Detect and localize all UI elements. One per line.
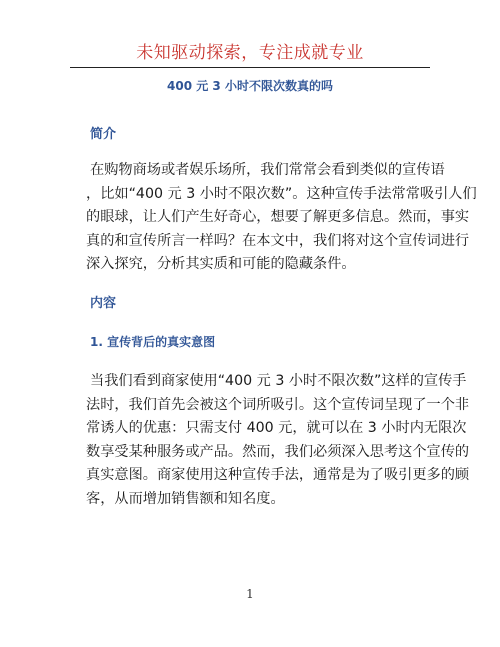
section1-line: 当我们看到商家使用“400 元 3 小时不限次数”这样的宣传手 (90, 373, 467, 389)
intro-line: 在购物商场或者娱乐场所，我们常常会看到类似的宣传语 (90, 162, 445, 178)
section1-line: 客，从而增加销售额和知名度。 (86, 490, 285, 507)
intro-line: 真的和宣传所言一样吗？在本文中，我们将对这个宣传词进行 (86, 232, 470, 249)
section1-line: 真实意图。商家使用这种宣传手法，通常是为了吸引更多的顾 (86, 467, 470, 483)
intro-line: 深入探究，分析其实质和可能的隐藏条件。 (86, 256, 356, 272)
page-number: 1 (246, 587, 254, 601)
intro-paragraph (86, 159, 477, 277)
section1-line: 法时，我们首先会被这个词所吸引。这个宣传词呈现了一个非 (86, 396, 470, 413)
section1-line: 常诱人的优惠：只需支付 400 元，就可以在 3 小时内无限次 (86, 420, 467, 436)
section1-paragraph (86, 370, 470, 511)
subsection-heading: 1. 宣传背后的真实意图 (90, 335, 216, 349)
intro-line: ，比如“400 元 3 小时不限次数”。这种宣传手法常常吸引人们 (86, 185, 477, 202)
header-banner: 未知驱动探索，专注成就专业 (136, 43, 364, 63)
intro-heading: 简介 (90, 127, 117, 142)
header-divider (70, 67, 430, 68)
document-title: 400 元 3 小时不限次数真的吗 (167, 79, 333, 93)
content-heading: 内容 (90, 296, 117, 311)
intro-line: 的眼球，让人们产生好奇心，想要了解更多信息。然而，事实 (86, 209, 470, 225)
section1-line: 数享受某种服务或产品。然而，我们必须深入思考这个宣传的 (86, 443, 470, 460)
